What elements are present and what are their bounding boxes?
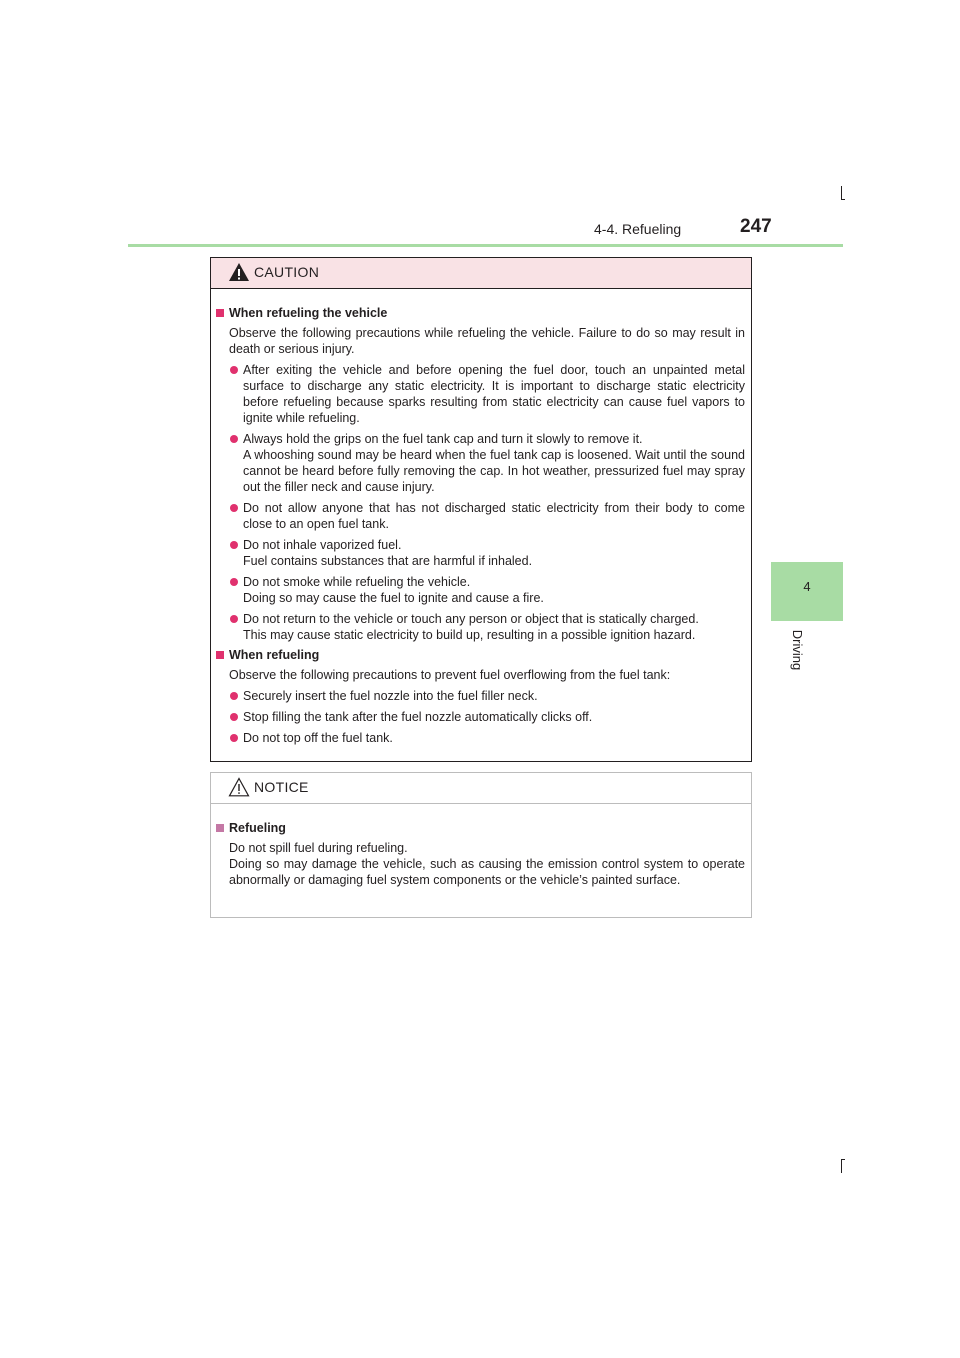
crop-mark-bottom-foot xyxy=(841,1159,845,1160)
round-bullet-icon xyxy=(230,713,238,721)
square-bullet-icon xyxy=(216,651,224,659)
round-bullet-icon xyxy=(230,504,238,512)
square-bullet-icon xyxy=(216,824,224,832)
caution-heading: When refueling the vehicle xyxy=(216,305,745,321)
round-bullet-icon xyxy=(230,366,238,374)
round-bullet-icon xyxy=(230,615,238,623)
square-bullet-icon xyxy=(216,309,224,317)
caution-header xyxy=(211,258,751,289)
notice-body xyxy=(211,804,751,888)
round-bullet-icon xyxy=(230,692,238,700)
list-item: Do not inhale vaporized fuel. Fuel contains substances that are harmful if inhaled. xyxy=(216,537,745,569)
crop-mark-top-foot xyxy=(841,199,845,200)
list-item: Do not allow anyone that has not discharged static electricity from their body to come close to an open fuel tank. xyxy=(216,500,745,532)
notice-header xyxy=(211,773,751,804)
caution-title: CAUTION xyxy=(254,264,320,280)
warning-triangle-outline-icon xyxy=(228,777,250,797)
list-item: Stop filling the tank after the fuel nozzle automatically clicks off. xyxy=(216,709,745,725)
round-bullet-icon xyxy=(230,734,238,742)
caution-box xyxy=(210,257,752,762)
list-item: Do not top off the fuel tank. xyxy=(216,730,745,746)
notice-box xyxy=(210,772,752,918)
notice-text: Do not spill fuel during refueling. Doing so may damage the vehicle, such as causing the emission control system to operate abnormally or damaging fuel system components or the vehicle’s painted surface. xyxy=(229,841,745,887)
caution-intro: Observe the following precautions while refueling the vehicle. Failure to do so may result in death or serious injury. xyxy=(229,326,745,356)
chapter-tab xyxy=(771,562,843,621)
list-item: After exiting the vehicle and before opening the fuel door, touch an unpainted metal surface to discharge any static electricity. It is important to discharge static electricity before refueling because sparks resulting from static electricity can cause fuel vapors to ignite while refueling. xyxy=(216,362,745,426)
notice-heading: Refueling xyxy=(216,820,745,836)
chapter-number: 4 xyxy=(803,579,811,594)
list-item: Do not return to the vehicle or touch any person or object that is statically charged. This may cause static electricity to build up, resulting in a possible ignition hazard. xyxy=(216,611,745,643)
round-bullet-icon xyxy=(230,578,238,586)
section-title: 4-4. Refueling xyxy=(594,221,682,237)
round-bullet-icon xyxy=(230,541,238,549)
list-item: Securely insert the fuel nozzle into the fuel filler neck. xyxy=(216,688,745,704)
header-divider xyxy=(128,244,843,247)
warning-triangle-filled-icon xyxy=(228,262,250,282)
page-number: 247 xyxy=(740,216,772,237)
notice-title: NOTICE xyxy=(254,779,309,795)
list-item: Do not smoke while refueling the vehicle. Doing so may cause the fuel to ignite and cause a fire. xyxy=(216,574,745,606)
round-bullet-icon xyxy=(230,435,238,443)
caution-heading: When refueling xyxy=(216,647,745,663)
crop-mark-top xyxy=(841,186,842,200)
chapter-label: Driving xyxy=(790,629,805,671)
caution-body xyxy=(211,289,751,746)
list-item: Always hold the grips on the fuel tank cap and turn it slowly to remove it. A whooshing sound may be heard when the fuel tank cap is loosened. Wait until the sound cannot be heard before fully removing the cap. In hot weather, pressurized fuel may spray out the filler neck and cause injury. xyxy=(216,431,745,495)
crop-mark-bottom xyxy=(841,1159,842,1173)
caution-intro: Observe the following precautions to prevent fuel overflowing from the fuel tank: xyxy=(229,668,671,682)
